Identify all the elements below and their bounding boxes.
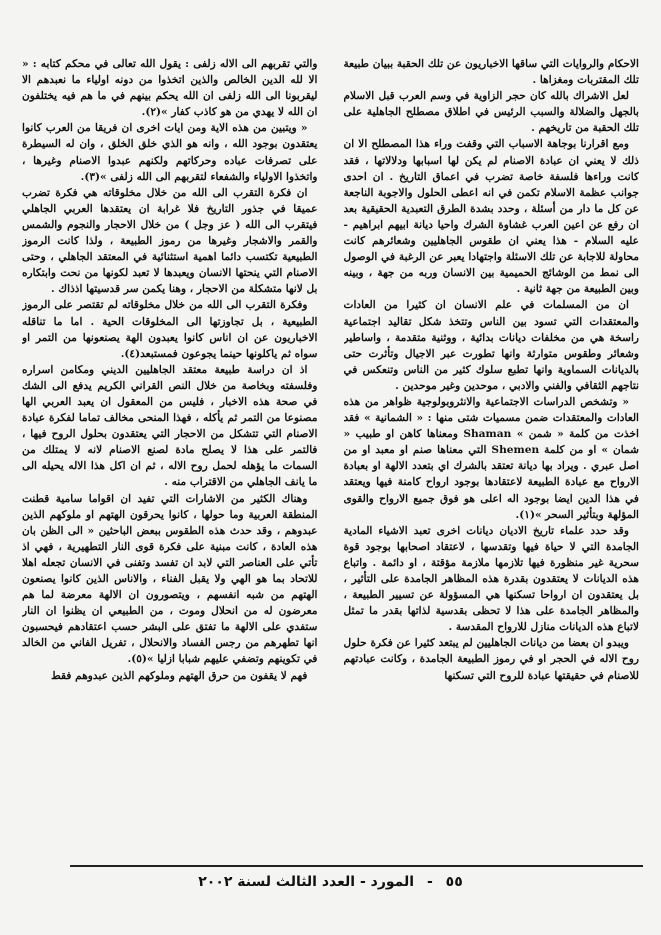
- paragraph: وقد حدد علماء تاريخ الاديان ديانات اخرى تعبد الاشياء المادية الجامدة التي لا حياة فيها وتقدسها ، لاعتقاد اصحابها بوجود قوة سحرية غير منظورة فيها تلازمها ملازمة مؤقتة ، او دائمة . واتباع هذه الديانات لا يعتقدون بقدرة هذه المظاهر الجامدة على التأثير ، بل يعتقدون ان ارواحا تسكنها هي المسؤولة عن تسيير الطبيعة ، والمظاهر الجامدة على هذا لا تحظى بقدسية لذاتها بقدر ما تمثل لاتباع هذه الديانات منازل للارواح المقدسة .: [343, 524, 639, 634]
- paragraph: والتي تقربهم الى الاله زلفى : يقول الله تعالى في محكم كتابه : « الا لله الدين الخالص والذين اتخذوا من دونه اولياء ما نعبدهم الا ليقربونا الى الله زلفى ان الله يحكم بينهم في ما هم فيه يختلفون ان الله لا يهدي من هو كاذب كفار »(٢).: [22, 58, 318, 119]
- paragraph: « ويتبين من هذه الاية ومن ايات اخرى ان فريقا من العرب كانوا يعتقدون بوجود الله ، وانه هو الذي خلق الخلق ، وان له السيطرة على تصرفات عباده وحركاتهم ولكنهم عبدوا الاصنام وغيرها ، واتخذوا الاولياء والشفعاء لتقربهم الى الله زلفى »(٣).: [22, 122, 318, 183]
- paragraph: وهناك الكثير من الاشارات التي تفيد ان اقواما سامية قطنت المنطقة العربية وما حولها ، كانوا يحرقون الهتهم او ملوكهم الذين عبدوهم ، وقد حدث هذه الطقوس ببعض الباحثين « الى الظن بان هذه العادة ، كانت مبنية على فكرة قوى النار التطهيرية ، فهي اذ تأتي على العناصر التي لابد ان تفسد وتفنى في الانسان تجعله اهلا للاتحاد بما هو الهي ولا يقبل الفناء ، والاناس الذين كانوا يصنعون الهتهم من شبه انفسهم ، ويتصورون ان الالهة معرضة لما هم معرضون له من انحلال وموت ، من الطبيعي ان يظنوا ان النار ستفدي على الالهة ما تفتق على البشر حسب اعتقادهم فيحسبون انها تطهرهم من رجس الفساد والانحلال ، تفريل الفاني من الخالد في تكوينهم وتضفي عليهم شبابا ازليا »(٥).: [22, 492, 318, 666]
- paragraph: ويبدو ان بعضا من ديانات الجاهليين لم يبتعد كثيرا عن فكرة حلول روح الاله في الحجر او في رموز الطبيعة الجامدة ، وكانت عبادتهم للاصنام في حقيقتها عبادة للروح التي تسكنها: [343, 637, 639, 682]
- paragraph: ان من المسلمات في علم الانسان ان كثيرا من العادات والمعتقدات التي تسود بين الناس وتتخذ شكل تقاليد اجتماعية راسخة هي من مخلفات ديانات بدائية ، ووثنية متقدمة ، واساطير وشعائر وطقوس متوارثة وانها تطورت عبر الاجيال وتأثرت حتى بالديانات السماوية وانها تطبع سلوك كثير من الناس وتنعكس في نتاجهم الثقافي والفني والادبي ، موحدين وغير موحدين .: [343, 299, 639, 392]
- footer-divider: [70, 865, 643, 867]
- page-footer: [0, 874, 661, 890]
- paragraph: « وتشخص الدراسات الاجتماعية والانثروبولوجية ظواهر من هذه العادات والمعتقدات ضمن مسميات شتى منها : « الشمانية » فقد اخذت من كلمة « شمن » Shaman ومعناها كاهن او طبيب « شمان » او من كلمة Shemen التي معناها صنم او معبد او من اصل عبري . ويراد بها ديانة تعتقد بالشرك اي بتعدد الالهة او بعبادة الارواح مع عبادة الطبيعة لاعتقادها بوجود ارواح كامنة فيها ويعتقد في هذا الدين ايضا بوجود اله اعلى هو فوق جميع الارواح والقوى المؤلهة وبتأثير السحر »(١).: [343, 395, 639, 521]
- paragraph: وفكرة التقرب الى الله من خلال مخلوقاته لم تقتصر على الرموز الطبيعية ، بل تجاوزتها الى المخلوقات الحية . اما ما تناقله الاخباريون عن ان اناس كانوا يعبدون الهة يصنعونها من التمر او سواه ثم ياكلونها حينما يجوعون فمستبعد(٤).: [22, 299, 318, 360]
- paragraph: الاحكام والروايات التي ساقها الاخباريون عن تلك الحقبة ببيان طبيعة تلك المقتربات ومغزاها .: [343, 58, 639, 87]
- page-number: ٥٥: [445, 874, 463, 890]
- paragraph: فهم لا يقفون من حرق الهتهم وملوكهم الذين عبدوهم فقط: [51, 669, 308, 682]
- article-body: [22, 56, 639, 856]
- column-right: [344, 56, 640, 856]
- paragraph: لعل الاشراك بالله كان حجر الزاوية في وسم العرب قبل الاسلام بالجهل والضلالة والسبب الرئيس في اطلاق مصطلح الجاهلية على تلك الحقبة من تاريخهم .: [343, 90, 639, 135]
- footer-separator: -: [426, 874, 433, 890]
- paragraph: ان فكرة التقرب الى الله من خلال مخلوقاته هي فكرة تضرب عميقا في جذور التاريخ فلا غرابة ان يعتقدها العربي الجاهلي فيتقرب الى الله ( عز وجل ) من خلال الاحجار والنجوم والشمس والقمر والاشجار وغيرها من رموز الطبيعة ، ولذا كانت الرموز الطبيعية تكتسب دائما اهمية استثنائية في المعتقد الجاهلي ، وحتى الاصنام التي ينحتها الانسان ويعبدها لا تعبد لكونها من نحت وابتكاره بل لانها متشكلة من الاحجار ، وهنا يكمن سر قدسيتها اذذاك .: [22, 186, 318, 296]
- paragraph: ومع اقرارنا بوجاهة الاسباب التي وقفت وراء هذا المصطلح الا ان ذلك لا يعني ان عبادة الاصنام لم يكن لها اسبابها ودلالاتها ، فقد كانت وراءها فلسفة خاصة تضرب في اعماق التاريخ . ان احدى جوانب عظمة الاسلام تكمن في انه اعطى الحلول والاجوبة الناجعة عن كل ما دار من أسئلة ، وحدد بشدة الطرق التعبدية الحقيقية بعد ان رفع عن اعين العرب غشاوة الشرك واحيا ديانة ابيهم ابراهيم - عليه السلام - هذا يعني ان طقوس الجاهليين وشعائرهم كانت محاولة للاجابة عن تلك الاسئلة واجتهادا يعبر عن الرغبة في الوصول الى نمط من الوشائج الحميمية بين الانسان وربه من جهة ، وبينه وبين الطبيعة من جهة ثانية .: [343, 138, 639, 296]
- journal-issue: المورد - العدد الثالث لسنة ٢٠٠٢: [198, 874, 415, 890]
- paragraph: اذ ان دراسة طبيعة معتقد الجاهليين الديني ومكامن اسراره وفلسفته وبخاصة من خلال النص القراني الكريم يدفع الى الشك في صحة هذه الاخبار ، فليس من المعقول ان يعبد العربي الها مصنوعا من التمر ثم يأكله ، فهذا المنحى مخالف تماما لفكرة عبادة الاصنام التي تتشكل من الاحجار التي يعتقدون بحلول الروح فيها ، فالتمر على هذا لا يصلح مادة لصنع الاصنام لانه لا يمتلك من السمات ما يؤهله لحمل روح الاله ، ثم ان اكل هذا الاله يحيله الى ما يانف الجاهلي من الاقتراب منه .: [22, 363, 318, 489]
- column-left: [22, 56, 318, 856]
